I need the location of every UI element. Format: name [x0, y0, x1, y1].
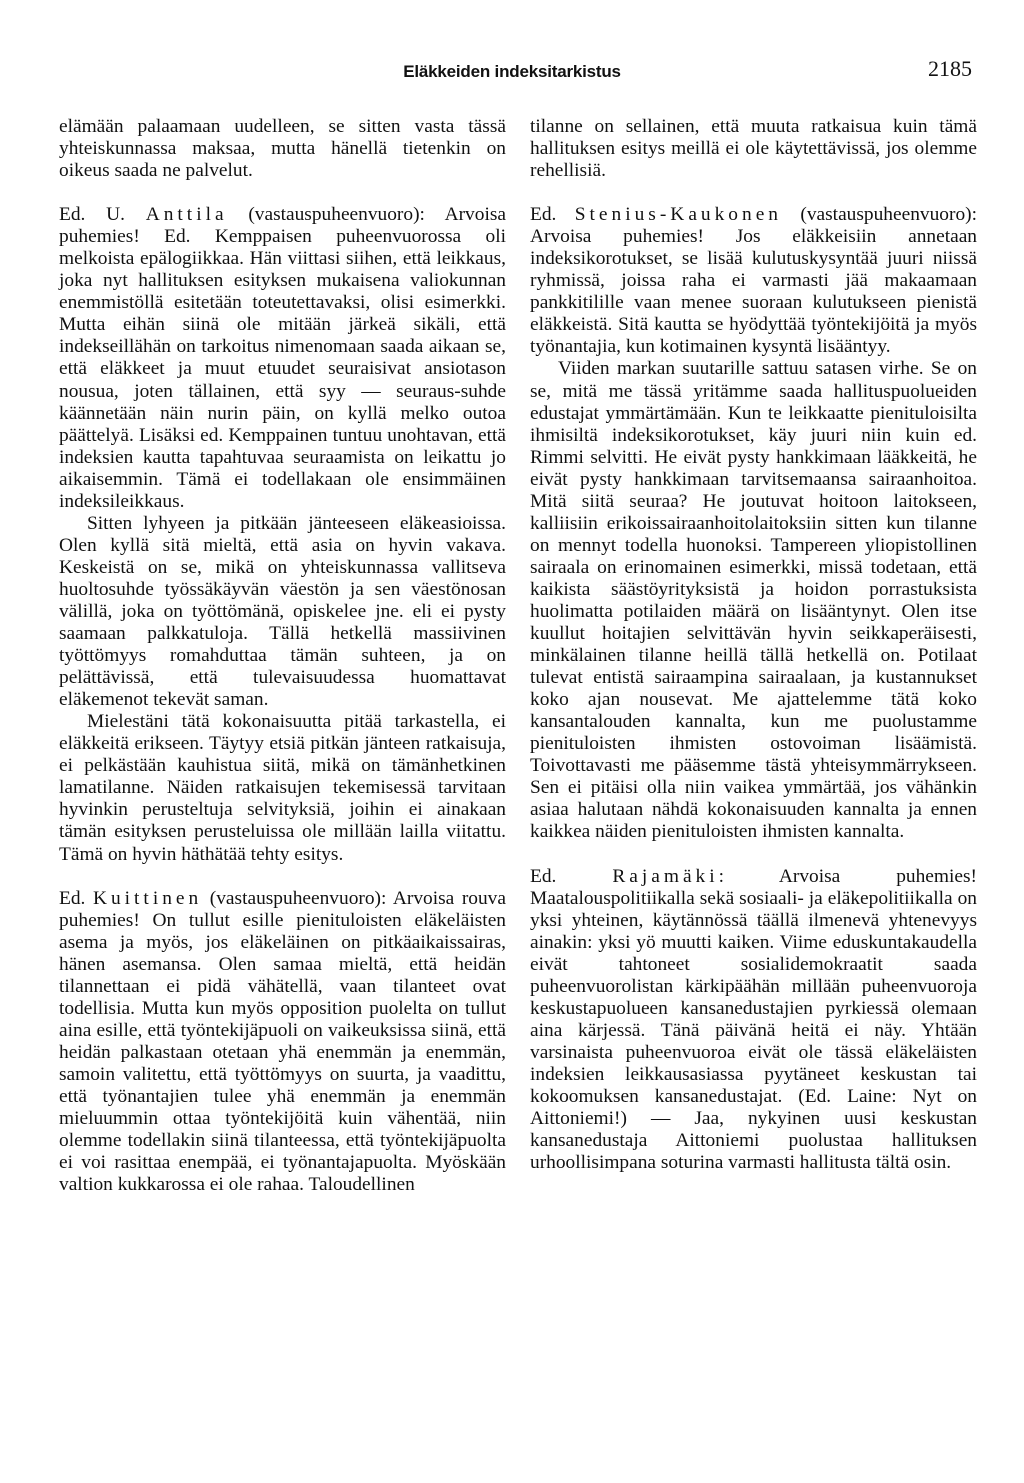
- speech-text: : Arvoisa puhemies! Maatalouspolitiikalla sekä sosiaali- ja eläkepolitiikalla on yksi yhteinen, käytännössä täällä ilmenevä yhtenevyys ainakin: yksi yö muutti kaiken. Viime eduskuntakaudella eivät tahtoneet sosialidemokraatit saada puheenvuorolistan kärkipäähän millään puheenvuoroja keskustapuolueen kansanedustajien pyrkiessä olemaan aina kärjessä. Tänä päivänä heitä ei näy. Yhtään varsinaista puheenvuoroa eivät ole tässä eläkeläisten indeksien leikkausasiassa pyytäneet keskustan tai kokoomuksen kansanedustajat. (Ed. Laine: Nyt on Aittoniemi!) — Jaa, nykyinen uusi keskustan kansanedustaja Aittoniemi puolustaa hallituksen urhoollisimpana soturina varmasti hallitusta tältä osin.: [530, 865, 977, 1174]
- speech-anttila: [59, 204, 506, 513]
- speech-text: (vastauspuheenvuoro): Arvoisa puhemies! Ed. Kemppaisen puheenvuorossa oli melkoista epälogiikkaa. Hän viittasi siihen, että leikkaus, joka nyt hallituksen esityksen mukaisena valiokunnan enemmistöllä esitetään toteutettavaksi, olisi esimerkki. Mutta eihän siinä ole mitään järkeä sikäli, että indekseillähän on tarkoitus nimenomaan saada aikaan se, että eläkkeet ja muut etuudet seuraisivat ansiotason nousua, joten tällainen, että syy — seuraus-suhde käännetään näin nurin päin, on kyllä melko outoa päättelyä. Lisäksi ed. Kemppainen tuntuu unohtavan, että indeksien kautta tapahtuvaa seuraamista on leikattu jo aikaisemmin. Tämä ei todellakaan ole ensimmäinen indeksileikkaus.: [59, 204, 506, 512]
- speech-rajamaki: [530, 866, 977, 1175]
- speech-stenius-kaukonen: [530, 204, 977, 358]
- speech-prefix: Ed.: [530, 204, 557, 226]
- speech-prefix: Ed.: [530, 865, 557, 887]
- running-head: Eläkkeiden indeksitarkistus: [403, 62, 621, 81]
- left-column: [59, 116, 506, 1196]
- speaker-name: Anttila: [145, 204, 228, 226]
- speech-prefix: Ed. U.: [59, 204, 125, 226]
- speech-kuittinen: [59, 888, 506, 1197]
- paragraph: tilanne on sellainen, että muuta ratkaisua kuin tämä hallituksen esitys meillä ei ole käytettävissä, jos olemme rehellisiä.: [530, 116, 977, 182]
- speech-text: (vastauspuheenvuoro): Arvoisa puhemies! Jos eläkkeisiin annetaan indeksikorotukset, se lisää kulutuskysyntää juuri niissä ryhmissä, joissa raha ei varmasti jää makaamaan pankkitilille vaan menee suoraan kulutukseen pienistä eläkkeistä. Sitä kautta se hyödyttää työntekijöitä ja myös työnantajia, kun kotimainen kysyntä lisääntyy.: [530, 204, 977, 358]
- paragraph: Viiden markan suutarille sattuu satasen virhe. Se on se, mitä me tässä yritämme saada hallituspuolueiden edustajat ymmärtämään. Kun te leikkaatte pienituloisilta ihmisiltä indeksikorotukset, käy juuri niin kuin ed. Rimmi selvitti. He eivät pysty hankkimaan lääkkeitä, he eivät pysty hankkimaan tarvitsemaansa sairaanhoitoa. Mitä siitä seuraa? He joutuvat hoitoon laitokseen, kalliisiin erikoissairaanhoitolaitoksiin sitten kun tilanne on mennyt todella huonoksi. Tampereen yliopistollinen sairaala on erinomainen esimerkki, missä todetaan, että kaikista säästöyrityksistä ja hoidon porrastuksista huolimatta potilaiden määrä on lisääntynyt. Olen itse kuullut hoitajien selvittävän hyvin seikkaperäisesti, minkälainen tilanne heillä tällä hetkellä on. Potilaat tulevat entistä sairaampina sairaalaan, ja kustannukset koko ajan nousevat. Me ajattelemme tätä koko kansantalouden kannalta, kun me puolustamme pienituloisten ihmisten ostovoiman lisäämistä. Toivottavasti me pääsemme tästä yhteisymmärrykseen. Sen ei pitäisi olla niin vaikea ymmärtää, jos vähänkin asiaa halutaan nähdä kokonaisuuden kannalta ja ennen kaikkea näiden pienituloisten ihmisten kannalta.: [530, 358, 977, 843]
- speech-prefix: Ed.: [59, 887, 86, 909]
- right-column: [530, 116, 977, 1174]
- paragraph: elämään palaamaan uudelleen, se sitten vasta tässä yhteiskunnassa maksaa, mutta hänellä tietenkin on oikeus saada ne palvelut.: [59, 116, 506, 182]
- speech-text: (vastauspuheenvuoro): Arvoisa rouva puhemies! On tullut esille pienituloisten eläkeläisten asema ja myös, jos eläkeläinen on pitkäaikaissairas, hänen asemansa. Olen samaa mieltä, että heidän tilannettaan ei pidä vähätellä, vaan tilanteet ovat todellisia. Mutta kun myös opposition puolelta on tullut aina esille, että työntekijäpuoli on vaikeuksissa siinä, että heidän palkastaan otetaan yhä enemmän ja enemmän, samoin valitettu, että työttömyys on suurta, ja vaadittu, että työnantajien tulee yhä enemmän ja enemmän mieluummin ottaa työntekijöitä kuin vähentää, niin olemme todellakin siinä tilanteessa, että työntekijäpuolta ei voi rasittaa enempää, ei työnantajapuolta. Myöskään valtion kukkarossa ei ole rahaa. Taloudellinen: [59, 887, 506, 1196]
- page-header: [0, 56, 1024, 90]
- speaker-name: Kuittinen: [92, 887, 203, 909]
- speaker-name: Stenius-Kaukonen: [574, 204, 783, 226]
- paragraph: Sitten lyhyeen ja pitkään jänteeseen eläkeasioissa. Olen kyllä sitä mieltä, että asia on hyvin vakava. Keskeistä on se, mikä on yhteiskunnassa vallitseva huoltosuhde työssäkäyvän väestön ja sen väestönosan välillä, joka on työttömänä, opiskelee jne. eli ei pysty saamaan palkkatuloja. Tällä hetkellä massiivinen työttömyys romahduttaa tämän suhteen, ja on pelättävissä, että tulevaisuudessa huomattavat eläkemenot tekevät saman.: [59, 512, 506, 711]
- speaker-name: Rajamäki: [612, 865, 719, 887]
- paragraph: Mielestäni tätä kokonaisuutta pitää tarkastella, ei eläkkeitä erikseen. Täytyy etsiä pitkän jänteen ratkaisuja, ei pelkästään kauhistua siitä, mikä on tämänhetkinen lamatilanne. Näiden ratkaisujen tekemisessä tarvitaan hyvinkin perusteltuja selvityksiä, joihin ei ainakaan tämän esityksen perusteluissa ole millään lailla viitattu. Tämä on hyvin häthätää tehty esitys.: [59, 711, 506, 865]
- page-number: 2185: [928, 56, 972, 81]
